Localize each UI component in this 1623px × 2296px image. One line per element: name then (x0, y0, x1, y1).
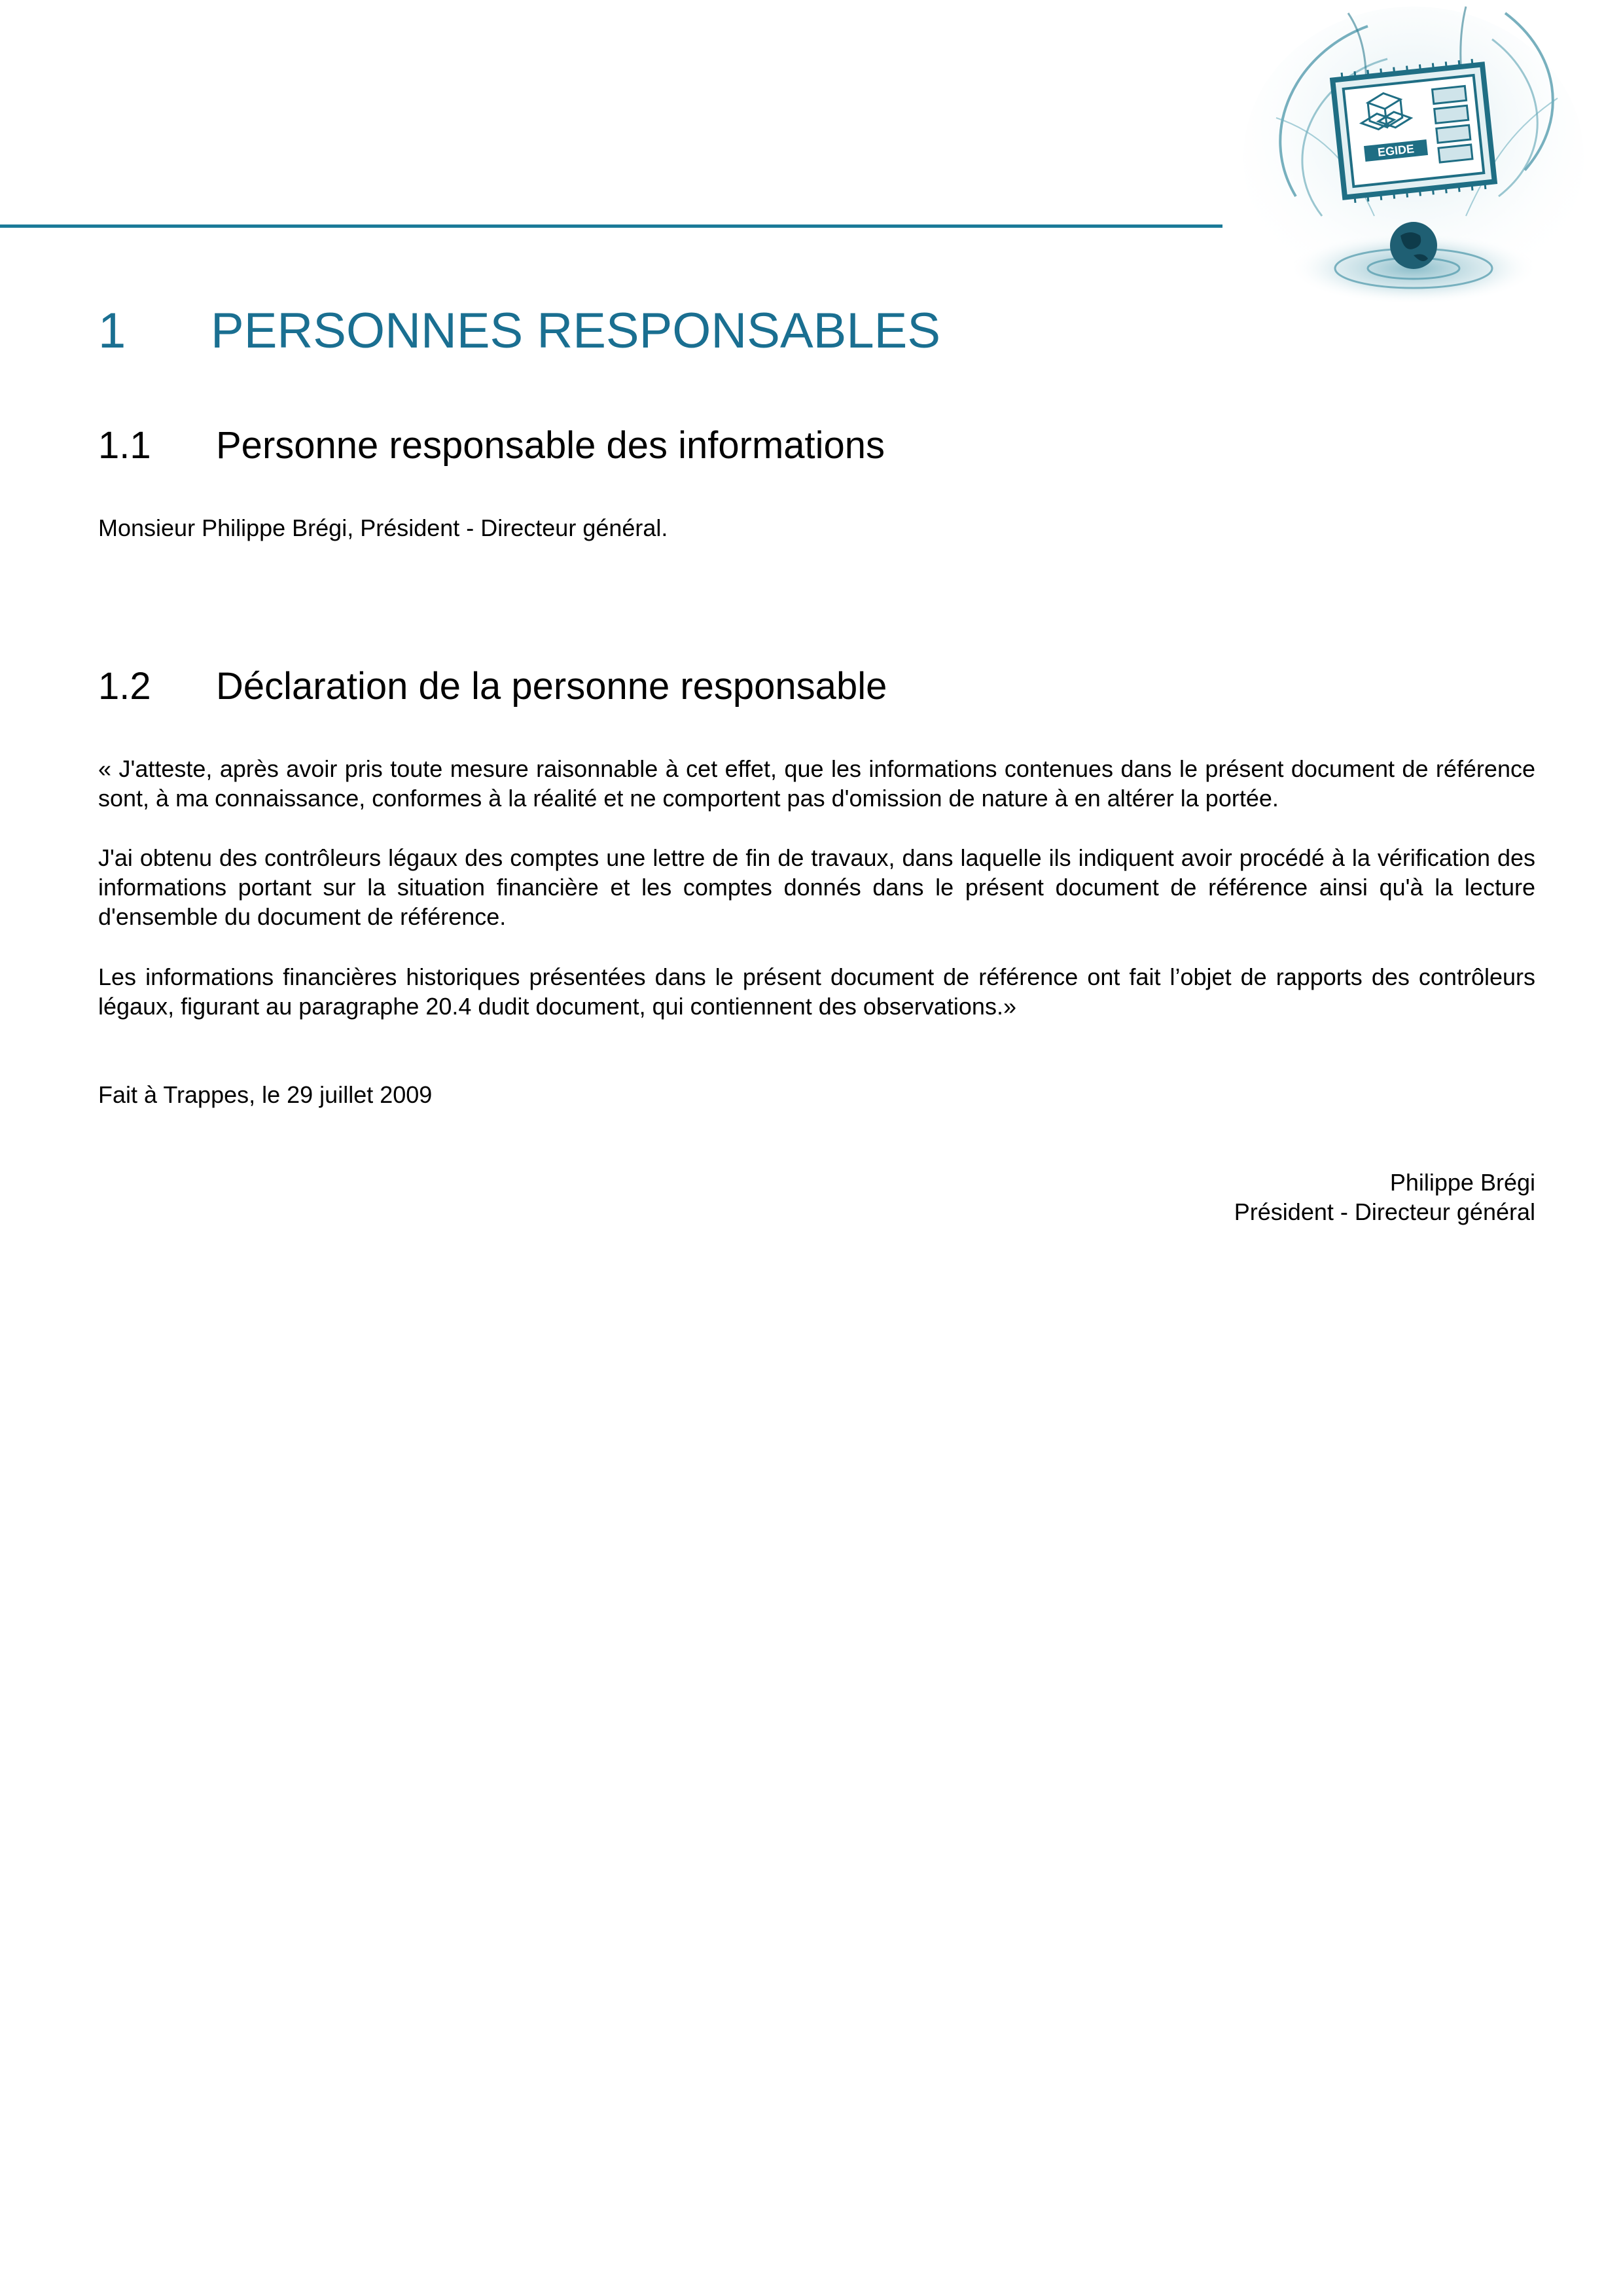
declaration-paragraph: Les informations financières historiques présentées dans le présent document de référence ont fait l’objet de rapports des contrôleurs légaux, figurant au paragraphe 20.4 dudit document, qui contiennent des observations.» (98, 963, 1535, 1020)
signatory-name: Philippe Brégi (1389, 1169, 1535, 1196)
signature-block (1234, 1168, 1535, 1227)
svg-text:EGIDE: EGIDE (1377, 142, 1415, 159)
section-number-1-2: 1.2 (98, 665, 151, 708)
section-title-text-1-1: Personne responsable des informations (216, 424, 885, 467)
section-number-1-1: 1.1 (98, 424, 151, 467)
chapter-number: 1 (98, 303, 126, 359)
section-title-1-1 (98, 424, 885, 467)
responsible-person-text: Monsieur Philippe Brégi, Président - Directeur général. (98, 514, 668, 541)
chapter-title (98, 303, 941, 359)
company-logo-illustration (1217, 0, 1610, 327)
place-date: Fait à Trappes, le 29 juillet 2009 (98, 1081, 433, 1108)
declaration-paragraph: J'ai obtenu des contrôleurs légaux des comptes une lettre de fin de travaux, dans laquelle ils indiquent avoir procédé à la vérification des informations portant sur la situation financière et les comptes donnés dans le présent document de référence ainsi qu'à la lecture d'ensemble du document de référence. (98, 844, 1535, 930)
header-rule (0, 224, 1222, 228)
section-title-1-2 (98, 665, 887, 708)
chapter-title-text: PERSONNES RESPONSABLES (211, 303, 941, 359)
declaration-paragraph: « J'atteste, après avoir pris toute mesure raisonnable à cet effet, que les informations contenues dans le présent document de référence sont, à ma connaissance, conformes à la réalité et ne comportent pas d'omission de nature à en altérer la portée. (98, 755, 1535, 812)
section-title-text-1-2: Déclaration de la personne responsable (216, 665, 887, 708)
signatory-role: Président - Directeur général (1234, 1198, 1535, 1225)
